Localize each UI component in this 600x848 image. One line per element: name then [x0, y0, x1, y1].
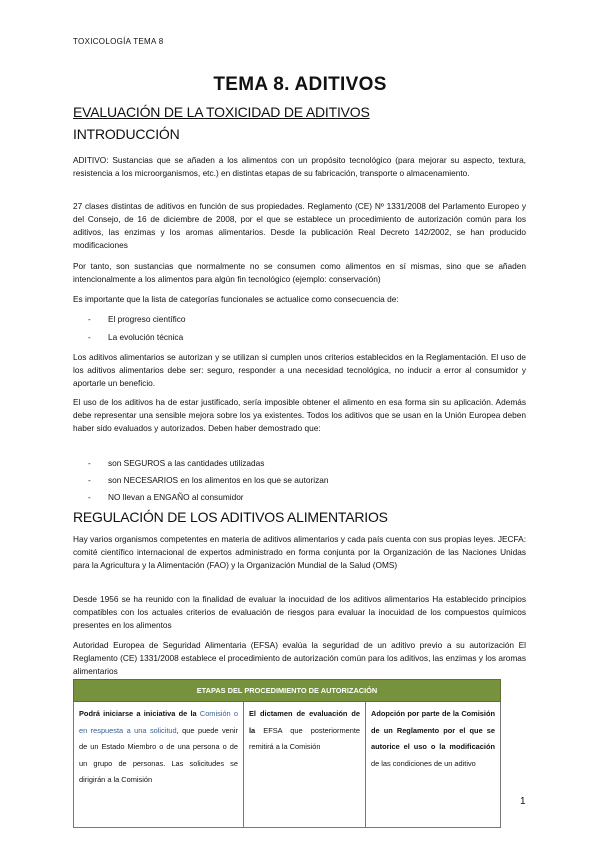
table-header: ETAPAS DEL PROCEDIMIENTO DE AUTORIZACIÓN [74, 680, 501, 702]
paragraph-uso-justificado: El uso de los aditivos ha de estar justificado, sería imposible obtener el alimento en esa forma sin su aplicación. Además debe representar una sensible mejora sobre los ya existentes. Todos los aditivos que se usan en la Unión Europea deben haber sido evaluados y autorizados. Deben haber demostrado que: [73, 397, 526, 433]
paragraph-aditivo-definition: ADITIVO: Sustancias que se añaden a los alimentos con un propósito tecnológico (para mejorar su aspecto, textura, resistencia a los microorganismos, etc.) en distintas etapas de su fabricación, transporte o almacenamiento. [73, 155, 526, 178]
paragraph-clases-aditivos: 27 clases distintas de aditivos en función de sus propiedades. Reglamento (CE) Nº 1331/2008 del Parlamento Europeo y del Consejo, de 16 de diciembre de 2008, por el que se establece un procedimiento de autorización común para los aditivos, las enzimas y los aromas alimentarios. Desde la publicación Real Decreto 142/2002, se han producido modificaciones [73, 201, 526, 250]
page-number: 1 [520, 796, 526, 807]
list-item: - son SEGUROS a las cantidades utilizadas [88, 458, 265, 468]
paragraph-por-tanto: Por tanto, son sustancias que normalmente no se consumen como alimentos en sí mismas, sino que se añaden intencionalmente a los alimentos para algún fin tecnológico (ejemplo: conservación) [73, 261, 526, 284]
paragraph-lista-categorias: Es importante que la lista de categorías funcionales se actualice como consecuencia de: [73, 294, 399, 304]
table-cell-iniciativa: Podrá iniciarse a iniciativa de la Comisión o en respuesta a una solicitud, que puede venir de un Estado Miembro o de una persona o de un grupo de personas. Las solicitudes se dirigirán a la Comisión [74, 702, 244, 828]
running-header: TOXICOLOGÍA TEMA 8 [73, 37, 164, 46]
heading-introduccion: INTRODUCCIÓN [73, 126, 180, 142]
paragraph-efsa: Autoridad Europea de Seguridad Alimentaria (EFSA) evalúa la seguridad de un aditivo previo a su autorización El Reglamento (CE) 1331/2008 establece el procedimiento de autorización común para los aditivos, las enzimas y los aromas alimentarios [73, 640, 526, 676]
list-item: - La evolución técnica [88, 332, 184, 342]
paragraph-organismos: Hay varios organismos competentes en materia de aditivos alimentarios y cada país cuenta con sus propias leyes. JECFA: comité científico internacional de expertos administrado en forma conjunta por la Organización de las Naciones Unidas para la Agricultura y la Alimentación (FAO) y la Organización Mundial de la Salud (OMS) [73, 534, 526, 570]
table-cell-dictamen: El dictamen de evaluación de la EFSA que posteriormente remitirá a la Comisión [244, 702, 366, 828]
heading-regulacion: REGULACIÓN DE LOS ADITIVOS ALIMENTARIOS [73, 509, 388, 525]
authorization-procedure-table [73, 679, 501, 828]
list-item: - El progreso científico [88, 314, 186, 324]
table-cell-adopcion: Adopción por parte de la Comisión de un Reglamento por el que se autorice el uso o la modificación de las condiciones de un aditivo [366, 702, 501, 828]
list-item: - son NECESARIOS en los alimentos en los que se autorizan [88, 475, 329, 485]
table-row [74, 702, 501, 828]
section-subtitle: EVALUACIÓN DE LA TOXICIDAD DE ADITIVOS [73, 104, 370, 120]
page-title: TEMA 8. ADITIVOS [213, 74, 387, 95]
paragraph-autorizacion-criterios: Los aditivos alimentarios se autorizan y se utilizan si cumplen unos criterios establecidos en la Reglamentación. El uso de los aditivos alimentarios debe ser: seguro, responder a una necesidad tecnológica, no inducir a error al consumidor y aportarle un beneficio. [73, 352, 526, 388]
paragraph-desde-1956: Desde 1956 se ha reunido con la finalidad de evaluar la inocuidad de los aditivos alimentarios Ha establecido principios compatibles con los actuales criterios de evaluación de riesgos para evaluar la inocuidad de los compuestos químicos presentes en los alimentos [73, 594, 526, 630]
list-item: - NO llevan a ENGAÑO al consumidor [88, 492, 244, 502]
